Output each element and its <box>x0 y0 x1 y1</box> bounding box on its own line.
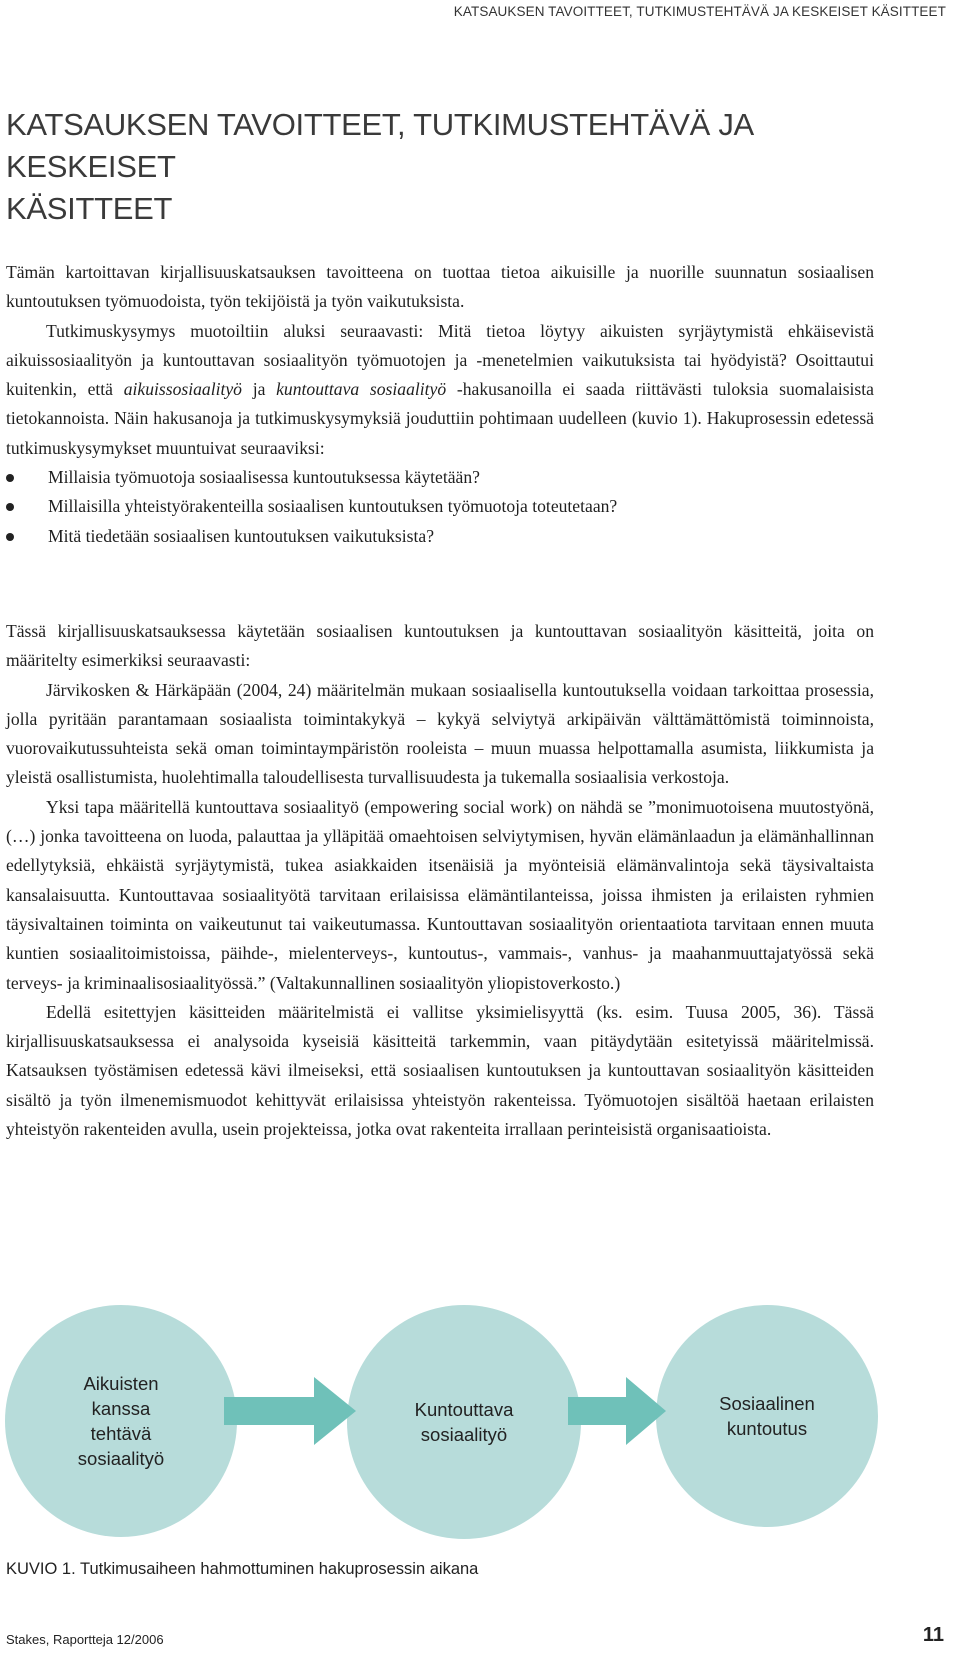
figure-caption: KUVIO 1. Tutkimusaiheen hahmottuminen hakuprosessin aikana <box>6 1560 479 1578</box>
paragraph-research-question: Tutkimuskysymys muotoiltiin aluksi seuraavasti: Mitä tietoa löytyy aikuisten syrjäytymistä ehkäisevistä aikuissosiaalityön ja kuntouttavan sosiaalityön työmuotojen ja -menetelmien vaikutuksista tai hyödyistä? Osoittautui kuitenkin, että aikuissosiaalityö ja kuntouttava sosiaalityö -hakusanoilla ei saada riittävästi tuloksia suomalaisista tietokannoista. Näin hakusanoja ja tutkimuskysymyksiä jouduttiin pohtimaan uudelleen (kuvio 1). Hakuprosessin edetessä tutkimuskysymykset muuntuivat seuraaviksi: <box>6 320 874 458</box>
circle-adult-social-work: Aikuisten kanssa tehtävä sosiaalityö <box>5 1305 237 1537</box>
section-concepts <box>6 617 874 1144</box>
bullet-icon <box>6 533 14 541</box>
paragraph-concepts-intro: Tässä kirjallisuuskatsauksessa käytetään sosiaalisen kuntoutuksen ja kuntouttavan sosiaalityön käsitteitä, joita on määritelty esimerkiksi seuraavasti: <box>6 621 874 671</box>
running-head: KATSAUKSEN TAVOITTEET, TUTKIMUSTEHTÄVÄ JA KESKEISET KÄSITTEET <box>453 4 946 19</box>
list-item: Mitä tiedetään sosiaalisen kuntoutuksen vaikutuksista? <box>6 522 874 551</box>
list-item: Millaisilla yhteistyörakenteilla sosiaalisen kuntoutuksen työmuotoja toteutetaan? <box>6 492 874 521</box>
emphasis-term: aikuissosiaalityö <box>123 379 242 400</box>
research-questions-list <box>6 463 874 551</box>
chapter-title-line2: KÄSITTEET <box>6 191 173 226</box>
arrow-right-icon <box>224 1375 358 1447</box>
paragraph-social-rehabilitation: Järvikosken & Härkäpään (2004, 24) määritelmän mukaan sosiaalisella kuntoutuksella voidaan tarkoittaa prosessia, jolla pyritään parantamaan sosiaalista toimintakykyä – kykyä selviytyä arkipäivän välttämättömistä toiminnoista, vuorovaikutussuhteista sekä oman toimintaympäristön rooleista – muun muassa helpottamalla asumista, liikkumista ja yleistä osallistumista, huolehtimalla taloudellisesta turvallisuudesta ja tukemalla sosiaalisia verkostoja. <box>6 679 874 788</box>
circle-empowering-social-work: Kuntouttava sosiaalityö <box>347 1305 581 1539</box>
chapter-title-line1: KATSAUKSEN TAVOITTEET, TUTKIMUSTEHTÄVÄ JA KESKEISET <box>6 107 753 184</box>
paragraph-no-consensus: Edellä esitettyjen käsitteiden määritelmistä ei vallitse yksimielisyyttä (ks. esim. Tuusa 2005, 36). Tässä kirjallisuuskatsauksessa ei analysoida kyseisiä käsitteitä tarkemmin, vaan pitäydytään esitetyissä määritelmissä. Katsauksen työstämisen edetessä kävi ilmeiseksi, että sosiaalisen kuntoutuksen ja kuntouttavan sosiaalityön käsitteiden sisältö ja työn ilmenemismuodot kehittyvät erilaisissa yhteistyön rakenteissa. Työmuotojen sisältöä haetaan erilaisten yhteistyön rakenteiden avulla, usein projekteissa, jotka ovat rakenteita irrallaan perinteisistä organisaatioista. <box>6 1001 874 1140</box>
page-number: 11 <box>922 1624 944 1646</box>
arrow-right-icon <box>568 1375 668 1447</box>
paragraph-objectives: Tämän kartoittavan kirjallisuuskatsauksen tavoitteena on tuottaa tietoa aikuisille ja nuorille suunnatun sosiaalisen kuntoutuksen työmuodoista, työn tekijöistä ja työn vaikutuksista. <box>6 262 874 312</box>
bullet-icon <box>6 503 14 511</box>
chapter-title <box>6 104 926 230</box>
footer-source: Stakes, Raportteja 12/2006 <box>6 1632 164 1647</box>
figure-1 <box>0 1305 960 1469</box>
bullet-icon <box>6 474 14 482</box>
emphasis-term: kuntouttava sosiaalityö <box>276 379 447 400</box>
circle-social-rehabilitation: Sosiaalinen kuntoutus <box>656 1305 878 1527</box>
paragraph-empowering-social-work: Yksi tapa määritellä kuntouttava sosiaalityö (empowering social work) on nähdä se ”monimuotoisena muutostyönä, (…) jonka tavoitteena on luoda, palauttaa ja ylläpitää omaehtoisen selviytymisen, hyvän elämänlaadun ja elämänhallinnan edellytyksiä, ehkäistä syrjäytymistä, tukea asiakkaiden itsenäisiä ja myönteisiä elämänvalintoja sekä täysivaltaista kansalaisuutta. Kuntouttavaa sosiaalityötä tarvitaan erilaisissa elämäntilanteissa, joissa ihmisten ja erilaisten ryhmien täysivaltainen toiminta on vaikeutunut tai vaikeutumassa. Kuntouttavan sosiaalityön orientaatiota tarvitaan ennen muuta kuntien sosiaalitoimistoissa, päihde-, mielenterveys-, kuntoutus-, vammais-, vanhus- ja maahanmuuttajatyössä sekä terveys- ja kriminaalisosiaalityössä.” (Valtakunnallinen sosiaalityön yliopistoverkosto.) <box>6 796 874 993</box>
list-item: Millaisia työmuotoja sosiaalisessa kuntoutuksessa käytetään? <box>6 463 874 492</box>
section-objectives <box>6 258 874 551</box>
